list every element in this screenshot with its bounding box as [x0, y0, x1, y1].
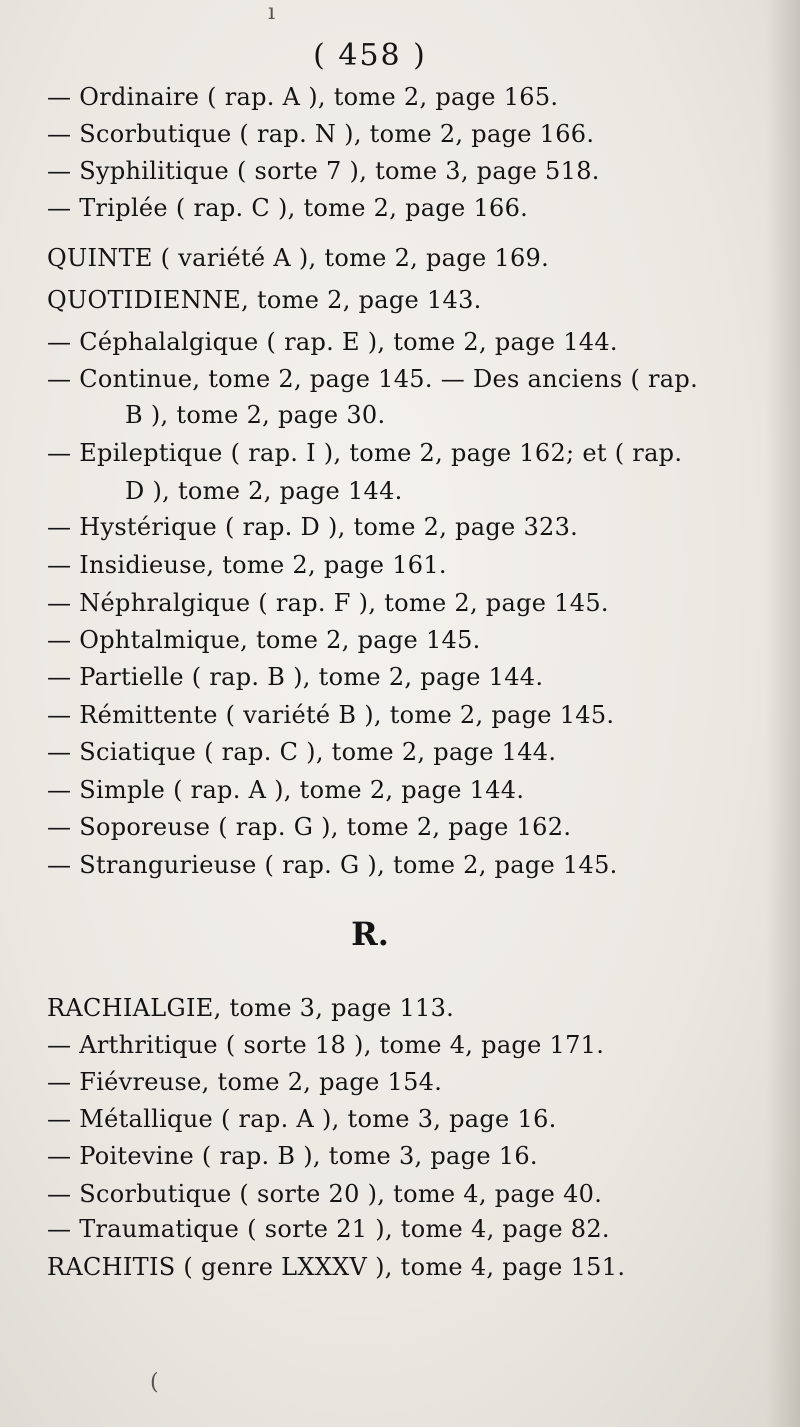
index-sub-entry: — Simple ( rap. A ), tome 2, page 144.: [47, 776, 525, 804]
index-main-entry: QUOTIDIENNE, tome 2, page 143.: [47, 286, 482, 314]
index-sub-entry: — Epileptique ( rap. I ), tome 2, page 162; et ( rap.: [47, 439, 683, 467]
index-sub-entry: — Rémittente ( variété B ), tome 2, page 145.: [47, 701, 615, 729]
index-sub-entry: — Continue, tome 2, page 145. — Des anciens ( rap.: [47, 365, 699, 393]
index-sub-entry: — Insidieuse, tome 2, page 161.: [47, 551, 447, 579]
index-sub-entry: — Triplée ( rap. C ), tome 2, page 166.: [47, 194, 529, 222]
index-entry-continuation: B ), tome 2, page 30.: [125, 401, 386, 429]
letter-heading: R.: [351, 915, 389, 953]
ink-mark-icon: ı: [268, 0, 276, 25]
index-main-entry: RACHIALGIE, tome 3, page 113.: [47, 994, 455, 1022]
index-sub-entry: — Céphalalgique ( rap. E ), tome 2, page 144.: [47, 328, 618, 356]
index-sub-entry: — Ordinaire ( rap. A ), tome 2, page 165.: [47, 83, 559, 111]
index-sub-entry: — Strangurieuse ( rap. G ), tome 2, page 145.: [47, 851, 618, 879]
index-main-entry: QUINTE ( variété A ), tome 2, page 169.: [47, 244, 550, 272]
index-sub-entry: — Ophtalmique, tome 2, page 145.: [47, 626, 481, 654]
index-sub-entry: — Scorbutique ( rap. N ), tome 2, page 166.: [47, 120, 595, 148]
index-sub-entry: — Arthritique ( sorte 18 ), tome 4, page 171.: [47, 1031, 605, 1059]
index-sub-entry: — Scorbutique ( sorte 20 ), tome 4, page 40.: [47, 1180, 603, 1208]
index-sub-entry: — Néphralgique ( rap. F ), tome 2, page 145.: [47, 589, 609, 617]
index-sub-entry: — Syphilitique ( sorte 7 ), tome 3, page 518.: [47, 157, 600, 185]
index-sub-entry: — Traumatique ( sorte 21 ), tome 4, page 82.: [47, 1215, 610, 1243]
index-sub-entry: — Fiévreuse, tome 2, page 154.: [47, 1068, 443, 1096]
index-sub-entry: — Partielle ( rap. B ), tome 2, page 144.: [47, 663, 544, 691]
index-entry-continuation: D ), tome 2, page 144.: [125, 477, 403, 505]
index-main-entry: RACHITIS ( genre LXXXV ), tome 4, page 151.: [47, 1253, 626, 1281]
index-sub-entry: — Métallique ( rap. A ), tome 3, page 16.: [47, 1105, 557, 1133]
index-sub-entry: — Hystérique ( rap. D ), tome 2, page 323.: [47, 513, 579, 541]
page-number: ( 458 ): [313, 38, 427, 73]
index-sub-entry: — Poitevine ( rap. B ), tome 3, page 16.: [47, 1142, 538, 1170]
index-sub-entry: — Soporeuse ( rap. G ), tome 2, page 162.: [47, 813, 572, 841]
ink-mark-icon: (: [150, 1370, 159, 1395]
index-sub-entry: — Sciatique ( rap. C ), tome 2, page 144.: [47, 738, 557, 766]
